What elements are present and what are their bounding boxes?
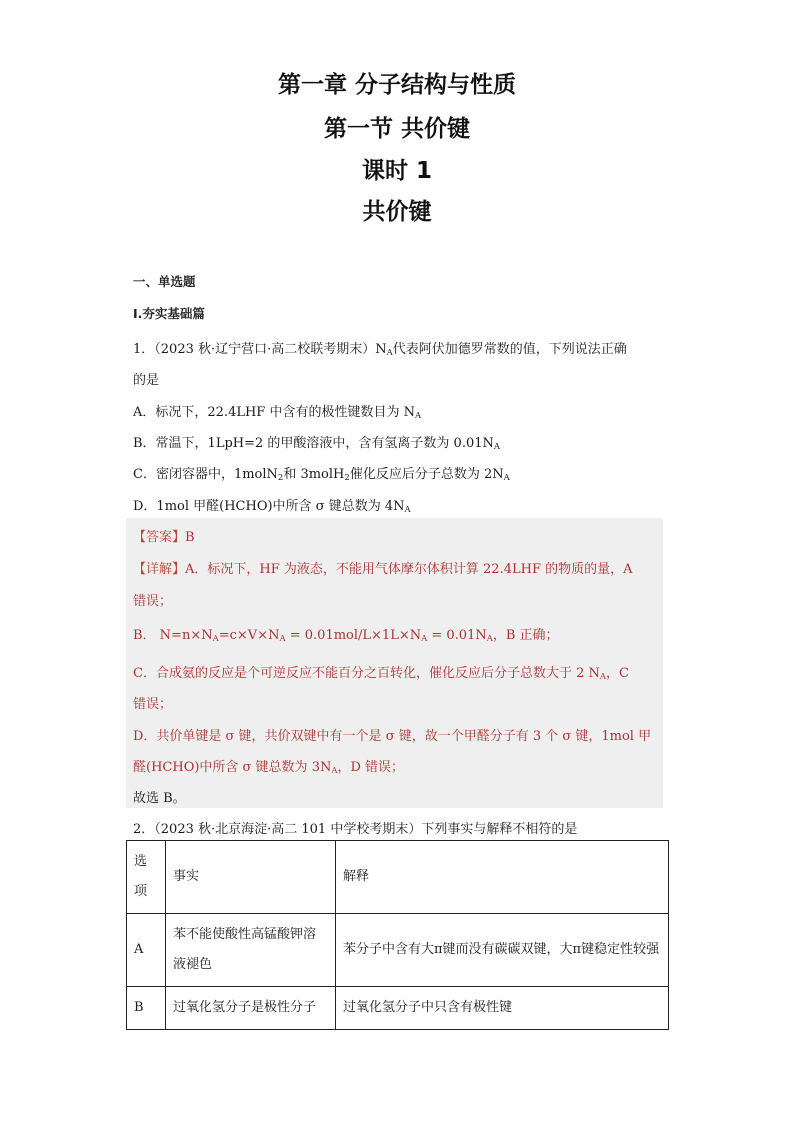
option-d: D．1mol 甲醛(HCHO)中所含 σ 键总数为 $4N_A$ xyxy=(133,499,411,515)
section-title: 第一节 共价键 xyxy=(323,116,470,142)
row-fact: 苯不能使酸性高锰酸钾溶液褪色 xyxy=(166,914,336,987)
difficulty-heading: Ⅰ.夯实基础篇 xyxy=(133,306,205,321)
explanation-c: C．合成氨的反应是个可逆反应不能百分之百转化，催化反应后分子总数大于 2 $N_A$，C xyxy=(133,666,629,682)
row-option: A xyxy=(127,914,166,987)
explanation-c-cont: 错误； xyxy=(133,697,173,712)
explanation-d-cont: 醛(HCHO)中所含 σ 键总数为 $3N_A$，D 错误； xyxy=(133,760,405,776)
conclusion: 故选 B。 xyxy=(133,791,186,806)
row-option: B xyxy=(127,987,166,1030)
topic-title: 共价键 xyxy=(362,199,432,225)
question-2-table xyxy=(126,840,669,1030)
lesson-title: 课时 1 xyxy=(361,158,432,184)
row-explanation: 过氧化氢分子中只含有极性键 xyxy=(336,987,669,1030)
header-explanation: 解释 xyxy=(336,841,669,914)
row-explanation: 苯分子中含有大π键而没有碳碳双键，大π键稳定性较强 xyxy=(336,914,669,987)
explanation-a-cont: 错误； xyxy=(133,594,173,609)
answer-line: 【答案】B xyxy=(133,530,195,545)
header-option: 选项 xyxy=(127,841,166,914)
option-b: B．常温下，1LpH=2 的甲酸溶液中，含有氢离子数为 $0.01N_A$ xyxy=(133,436,501,452)
question-1-stem-cont: 的是 xyxy=(133,373,160,388)
question-type-heading: 一、单选题 xyxy=(133,274,196,289)
question-2-stem: 2．（2023 秋·北京海淀·高二 101 中学校考期末）下列事实与解释不相符的是 xyxy=(133,822,578,837)
option-a: A．标况下，22.4LHF 中含有的极性键数目为 $N_A$ xyxy=(133,405,422,421)
table-header-row xyxy=(127,841,669,914)
option-c: C．密闭容器中，1molN$_2$和 3molH$_2$催化反应后分子总数为 $2N_A$ xyxy=(133,467,510,483)
table-row xyxy=(127,987,669,1030)
table-row xyxy=(127,914,669,987)
question-1-stem: 1．（2023 秋·辽宁营口·高二校联考期末）$N_A$代表阿伏加德罗常数的值，下列说法正确 xyxy=(133,342,627,358)
chapter-title: 第一章 分子结构与性质 xyxy=(277,72,516,98)
row-fact: 过氧化氢分子是极性分子 xyxy=(166,987,336,1030)
explanation-d: D．共价单键是 σ 键，共价双键中有一个是 σ 键，故一个甲醛分子有 3 个 σ 键，1mol 甲 xyxy=(133,729,652,744)
explanation-a: 【详解】A．标况下，HF 为液态，不能用气体摩尔体积计算 22.4LHF 的物质的量，A xyxy=(133,562,633,577)
header-fact: 事实 xyxy=(166,841,336,914)
explanation-b: B． $N=n\times N_A=c\times V\times N_A = 0.01mol/L\times 1L\times N_A = 0.01N_A$，B 正确； xyxy=(133,628,559,644)
